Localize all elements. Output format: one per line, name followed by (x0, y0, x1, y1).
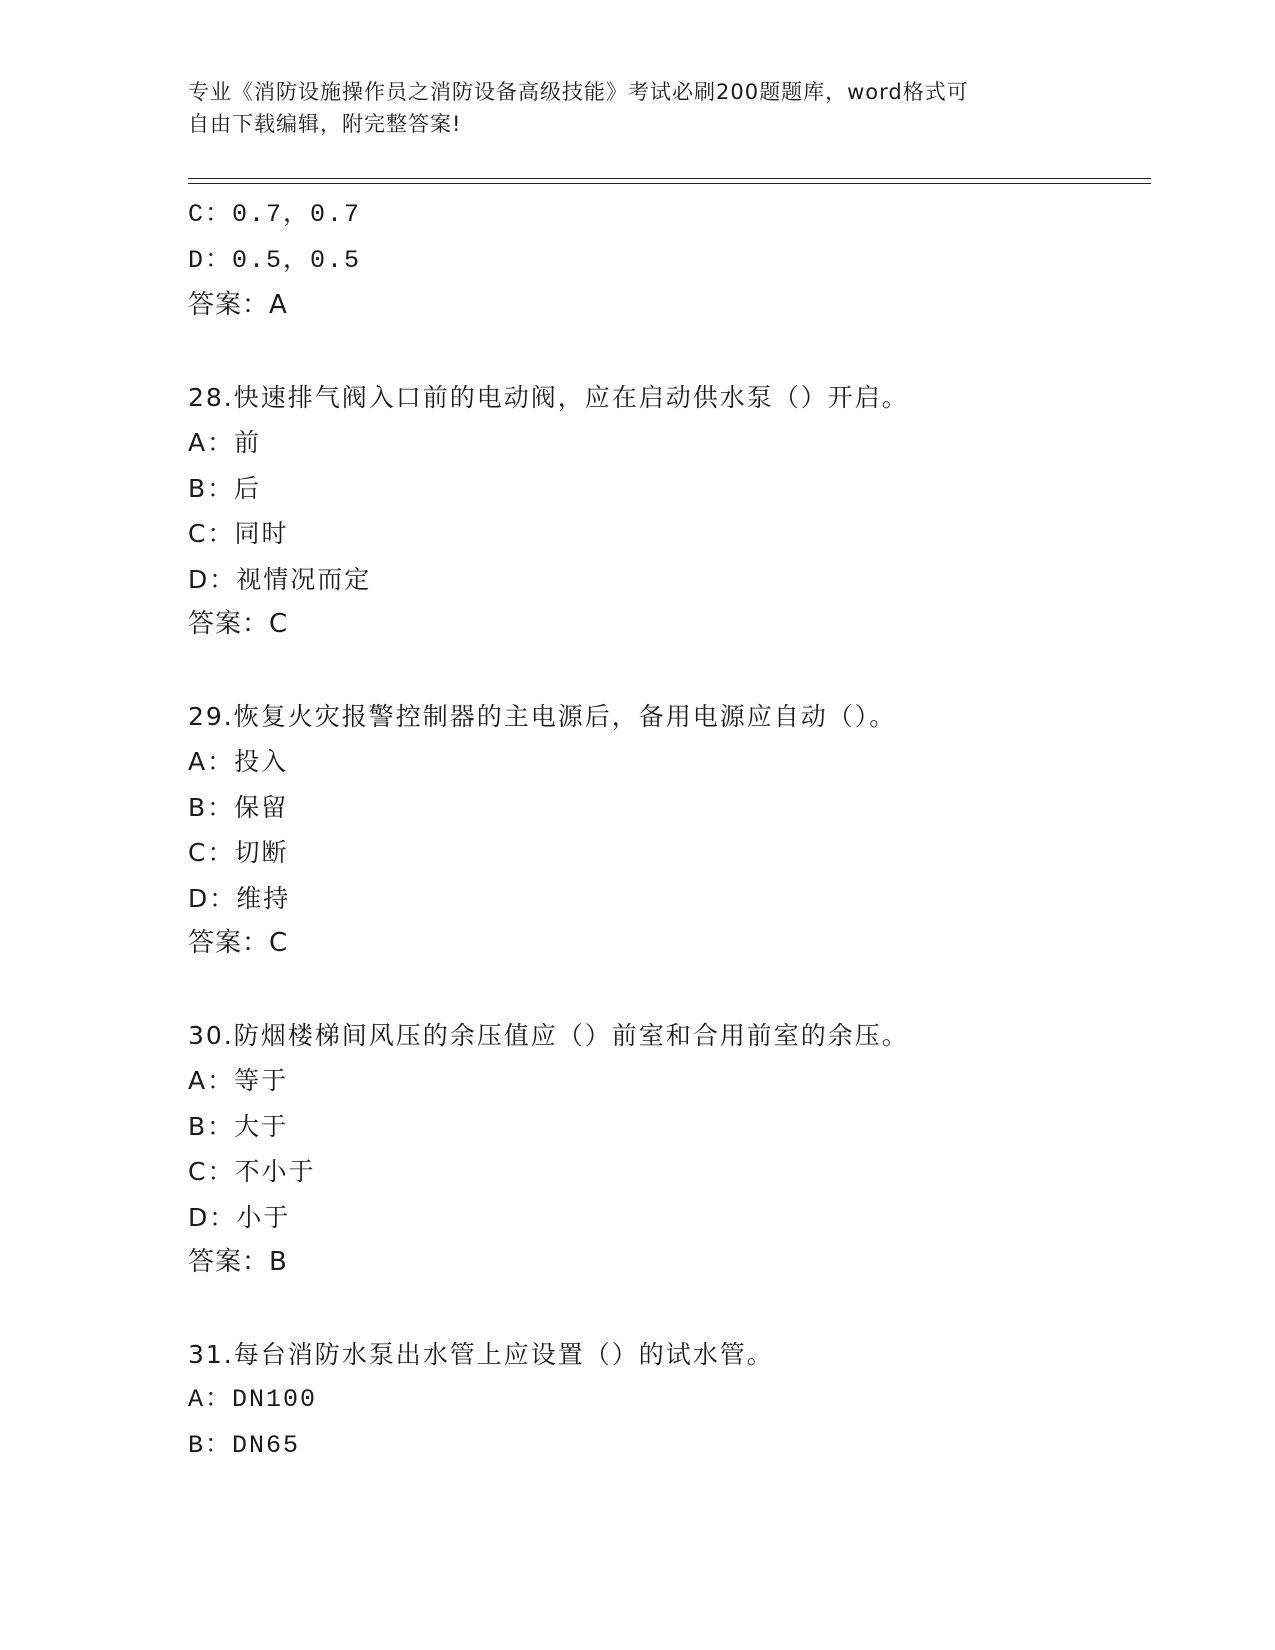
option-a: A：等于 (188, 1066, 289, 1095)
option-d: D：0.5，0.5 (188, 245, 362, 275)
answer-line: 答案：C (188, 609, 289, 639)
option-b: B：后 (188, 473, 262, 503)
option-a: A：前 (188, 428, 262, 457)
document-header (188, 76, 1088, 140)
option-c: C：切断 (188, 838, 289, 867)
header-divider-bottom (188, 183, 1151, 184)
question-stem: 29.恢复火灾报警控制器的主电源后，备用电源应自动（）。 (188, 701, 897, 731)
header-divider-top (188, 178, 1151, 179)
question-stem: 31.每台消防水泵出水管上应设置（）的试水管。 (188, 1339, 774, 1369)
option-c: C：0.7，0.7 (188, 200, 362, 229)
option-d: D：小于 (188, 1202, 291, 1232)
option-b: B：DN65 (188, 1430, 301, 1460)
header-line-2: 自由下载编辑，附完整答案! (188, 112, 462, 136)
question-30 (188, 1013, 1148, 1286)
option-b: B：大于 (188, 1111, 289, 1141)
option-b: B：保留 (188, 792, 289, 822)
header-line-1: 专业《消防设施操作员之消防设备高级技能》考试必刷200题题库，word格式可 (188, 80, 969, 104)
option-c: C：不小于 (188, 1157, 316, 1186)
option-a: A：投入 (188, 747, 289, 776)
answer-line: 答案：A (188, 290, 288, 320)
answer-line: 答案：B (188, 1247, 288, 1277)
question-31 (188, 1332, 1148, 1469)
question-29 (188, 694, 1148, 967)
previous-question-tail (188, 192, 1148, 329)
option-d: D：视情况而定 (188, 564, 372, 594)
option-c: C：同时 (188, 519, 289, 548)
answer-line: 答案：C (188, 928, 289, 958)
question-stem: 28.快速排气阀入口前的电动阀，应在启动供水泵（）开启。 (188, 382, 909, 412)
question-stem: 30.防烟楼梯间风压的余压值应（）前室和合用前室的余压。 (188, 1020, 909, 1050)
question-content (188, 192, 1148, 1468)
question-28 (188, 375, 1148, 648)
option-d: D：维持 (188, 883, 291, 913)
option-a: A：DN100 (188, 1385, 318, 1414)
